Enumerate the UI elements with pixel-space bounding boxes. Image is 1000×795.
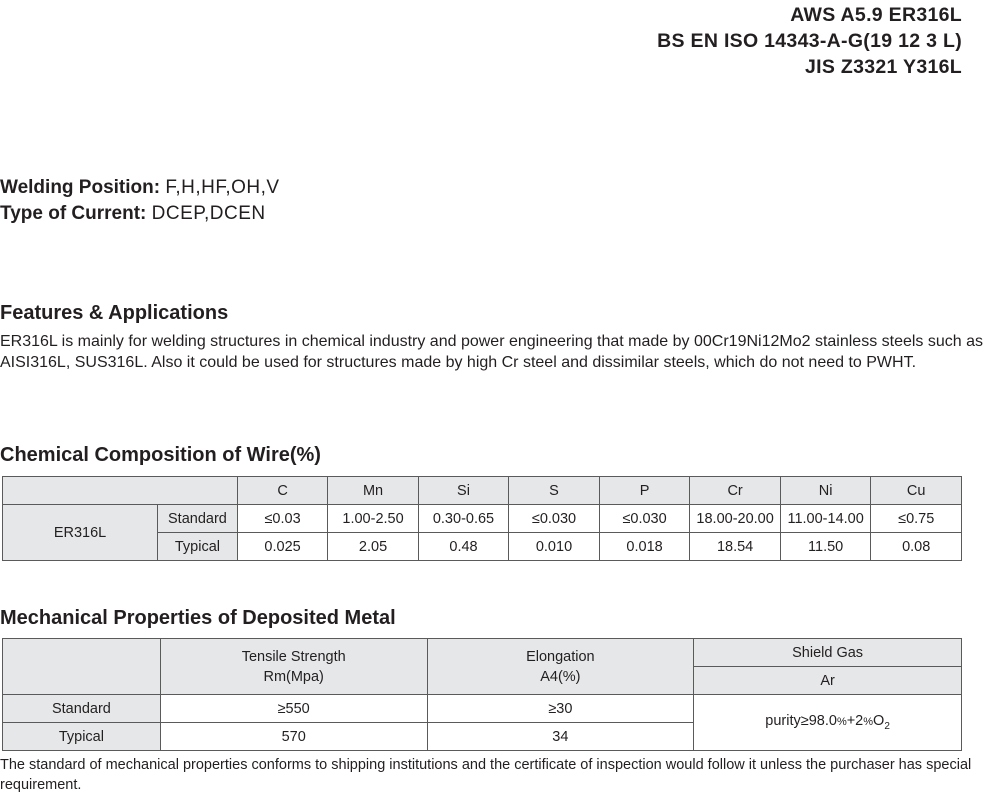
shield-gas-type: Ar: [694, 667, 962, 695]
chemical-header-blank: [3, 477, 238, 505]
chemical-col-header: Mn: [328, 477, 418, 505]
chemical-header-row: [3, 477, 962, 505]
welding-position-label: Welding Position:: [0, 177, 161, 198]
elongation-unit: A4(%): [540, 668, 581, 685]
tensile-strength-header: [160, 639, 427, 695]
purity-percent: %: [863, 716, 874, 729]
purity-subscript: 2: [884, 720, 890, 732]
chemical-col-header: P: [599, 477, 690, 505]
tensile-value: 570: [160, 723, 427, 751]
type-of-current-label: Type of Current:: [0, 203, 147, 224]
purity-prefix: purity≥98.0: [765, 713, 837, 730]
chemical-cell: ≤0.03: [237, 505, 327, 533]
chemical-cell: 2.05: [328, 533, 418, 561]
welding-position: [0, 177, 280, 199]
purity-percent: %: [836, 716, 847, 729]
chemical-cell: 0.08: [871, 533, 962, 561]
chemical-cell: 0.010: [509, 533, 600, 561]
tensile-strength-label: Tensile Strength: [241, 648, 346, 665]
elongation-value: 34: [427, 723, 694, 751]
type-of-current-value: DCEP,DCEN: [151, 203, 266, 224]
chemical-col-header: C: [237, 477, 327, 505]
chemical-col-header: Cu: [871, 477, 962, 505]
chemical-cell: 0.018: [599, 533, 690, 561]
chemical-cell: ≤0.030: [599, 505, 690, 533]
mechanical-header-row-1: [3, 639, 962, 667]
chemical-row-label: Standard: [158, 505, 238, 533]
mechanical-title: Mechanical Properties of Deposited Metal: [0, 607, 396, 629]
chemical-col-header: Ni: [780, 477, 871, 505]
chemical-cell: ≤0.75: [871, 505, 962, 533]
mechanical-row-label: Typical: [3, 723, 161, 751]
standard-aws: AWS A5.9 ER316L: [790, 4, 962, 26]
mechanical-row-standard: [3, 695, 962, 723]
chemical-cell: 1.00-2.50: [328, 505, 418, 533]
standard-bs-en-iso: BS EN ISO 14343-A-G(19 12 3 L): [657, 30, 962, 52]
standard-jis: JIS Z3321 Y316L: [805, 56, 962, 78]
chemical-cell: 11.50: [780, 533, 871, 561]
chemical-row-standard: [3, 505, 962, 533]
tensile-value: ≥550: [160, 695, 427, 723]
chemical-cell: 0.025: [237, 533, 327, 561]
chemical-grade: ER316L: [3, 505, 158, 561]
chemical-col-header: Cr: [690, 477, 781, 505]
chemical-cell: 0.30-0.65: [418, 505, 508, 533]
mechanical-table: [2, 638, 962, 751]
chemical-cell: 0.48: [418, 533, 508, 561]
purity-mid: +2: [846, 713, 864, 730]
chemical-cell: 18.54: [690, 533, 781, 561]
elongation-value: ≥30: [427, 695, 694, 723]
chemical-col-header: Si: [418, 477, 508, 505]
mechanical-header-blank: [3, 639, 161, 695]
elongation-label: Elongation: [526, 648, 595, 665]
chemical-row-label: Typical: [158, 533, 238, 561]
chemical-table: [2, 476, 962, 561]
chemical-col-header: S: [509, 477, 600, 505]
welding-position-value: F,H,HF,OH,V: [165, 177, 280, 198]
elongation-header: [427, 639, 694, 695]
tensile-strength-unit: Rm(Mpa): [263, 668, 324, 685]
type-of-current: [0, 203, 266, 225]
purity-oxygen: O: [873, 713, 885, 730]
chemical-title: Chemical Composition of Wire(%): [0, 444, 321, 466]
chemical-cell: ≤0.030: [509, 505, 600, 533]
mechanical-row-label: Standard: [3, 695, 161, 723]
shield-gas-purity: [694, 695, 962, 751]
standard-note: The standard of mechanical properties conforms to shipping institutions and the certificate of inspection would follow it unless the purchaser has special requirement.: [0, 757, 972, 793]
chemical-cell: 18.00-20.00: [690, 505, 781, 533]
features-text: ER316L is mainly for welding structures in chemical industry and power engineering that made by 00Cr19Ni12Mo2 stainless steels such as AISI316L, SUS316L. Also it could be used for structures made by high Cr steel and dissimilar steels, which do not need to PWHT.: [0, 333, 984, 371]
standards-block: [657, 2, 962, 80]
features-title: Features & Applications: [0, 302, 229, 324]
chemical-cell: 11.00-14.00: [780, 505, 871, 533]
shield-gas-header: Shield Gas: [694, 639, 962, 667]
